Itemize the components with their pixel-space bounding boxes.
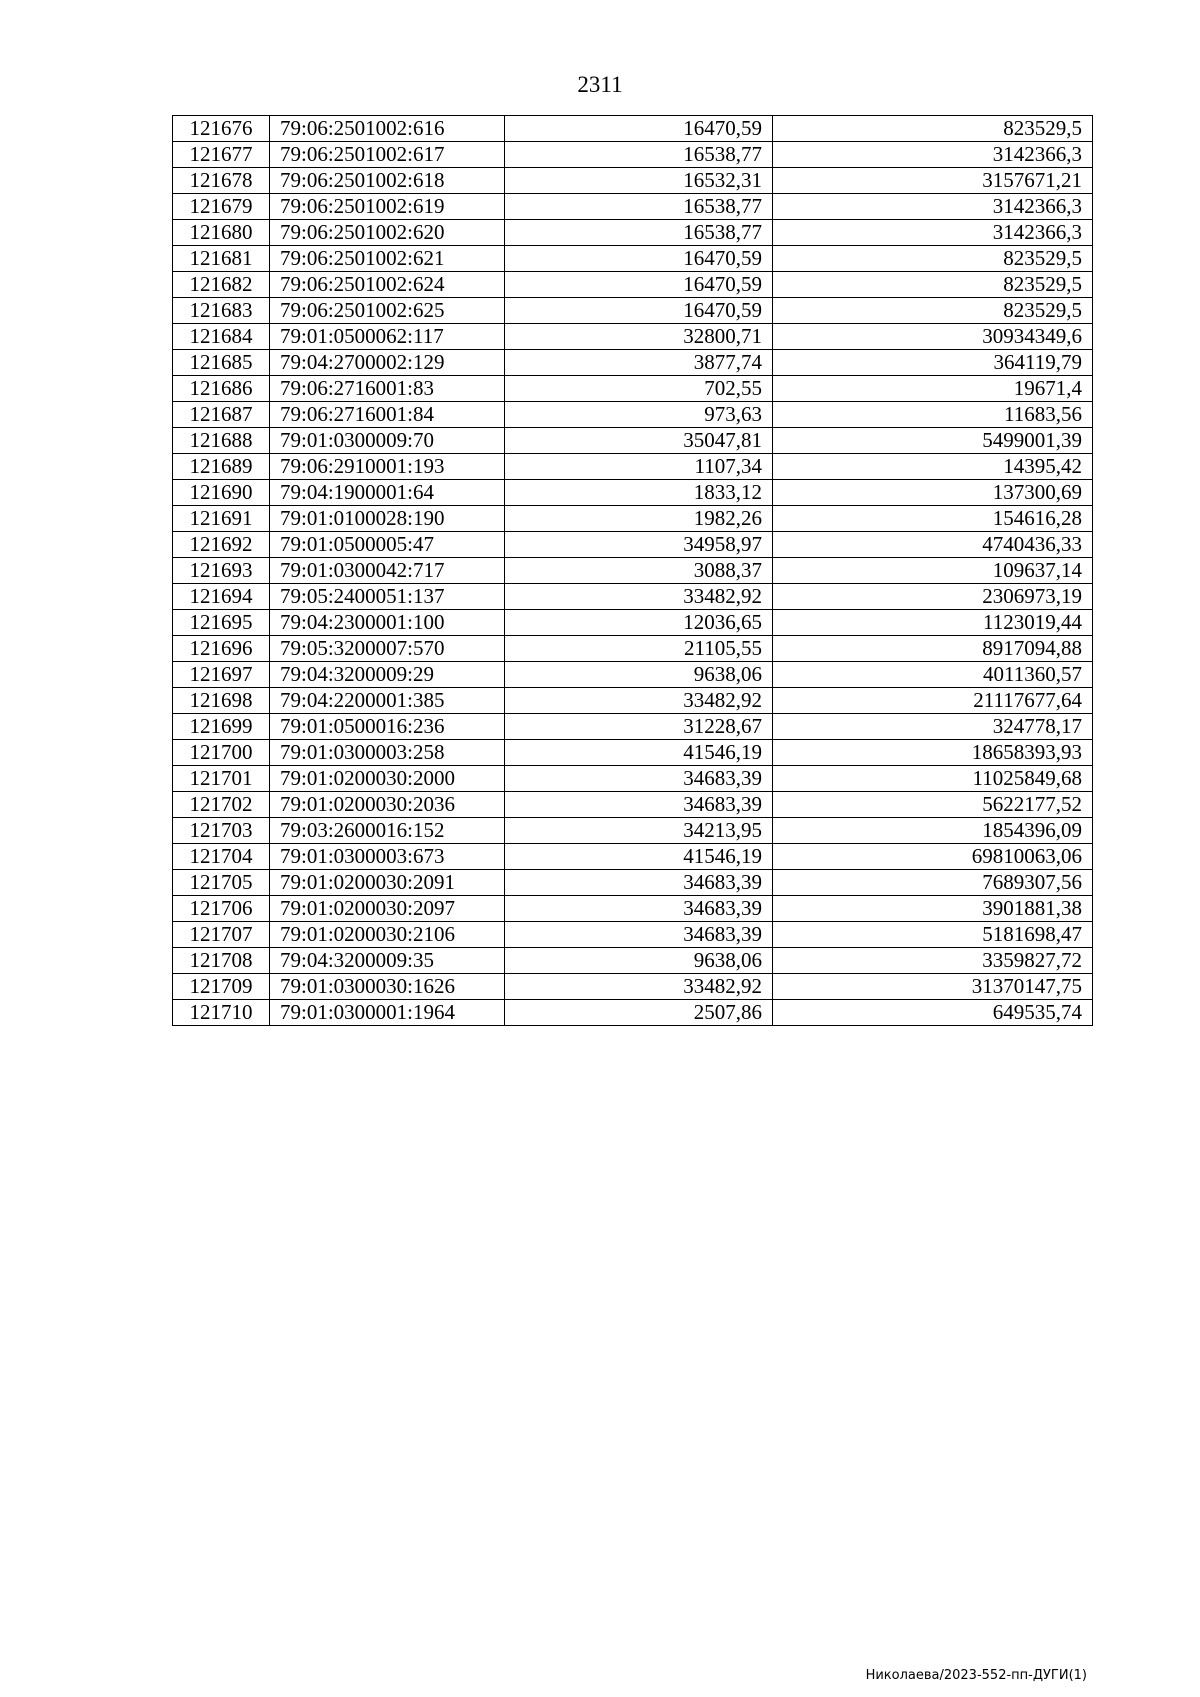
- row-number-cell: 121703: [173, 818, 270, 844]
- specific-value-cell: 33482,92: [505, 584, 773, 610]
- cadastral-number-cell: 79:06:2501002:624: [270, 272, 505, 298]
- cadastral-number-cell: 79:06:2501002:621: [270, 246, 505, 272]
- specific-value-cell: 973,63: [505, 402, 773, 428]
- row-number-cell: 121705: [173, 870, 270, 896]
- specific-value-cell: 16470,59: [505, 116, 773, 142]
- row-number-cell: 121698: [173, 688, 270, 714]
- table-row: [173, 532, 1093, 558]
- table-row: [173, 740, 1093, 766]
- specific-value-cell: 34683,39: [505, 792, 773, 818]
- table-row: [173, 428, 1093, 454]
- cadastral-number-cell: 79:06:2716001:84: [270, 402, 505, 428]
- row-number-cell: 121676: [173, 116, 270, 142]
- cadastral-value-cell: 324778,17: [773, 714, 1093, 740]
- row-number-cell: 121678: [173, 168, 270, 194]
- specific-value-cell: 16470,59: [505, 246, 773, 272]
- row-number-cell: 121679: [173, 194, 270, 220]
- specific-value-cell: 16538,77: [505, 220, 773, 246]
- cadastral-value-cell: 649535,74: [773, 1000, 1093, 1026]
- cadastral-value-cell: 3359827,72: [773, 948, 1093, 974]
- row-number-cell: 121688: [173, 428, 270, 454]
- cadastral-value-cell: 4011360,57: [773, 662, 1093, 688]
- specific-value-cell: 34683,39: [505, 870, 773, 896]
- row-number-cell: 121693: [173, 558, 270, 584]
- cadastral-value-cell: 3142366,3: [773, 194, 1093, 220]
- row-number-cell: 121686: [173, 376, 270, 402]
- specific-value-cell: 21105,55: [505, 636, 773, 662]
- specific-value-cell: 34213,95: [505, 818, 773, 844]
- table-row: [173, 870, 1093, 896]
- table-row: [173, 454, 1093, 480]
- cadastral-value-cell: 8917094,88: [773, 636, 1093, 662]
- specific-value-cell: 34683,39: [505, 766, 773, 792]
- row-number-cell: 121692: [173, 532, 270, 558]
- cadastral-value-cell: 154616,28: [773, 506, 1093, 532]
- cadastral-number-cell: 79:04:2300001:100: [270, 610, 505, 636]
- page-number: 2311: [577, 72, 623, 97]
- specific-value-cell: 41546,19: [505, 740, 773, 766]
- specific-value-cell: 3088,37: [505, 558, 773, 584]
- table-row: [173, 272, 1093, 298]
- cadastral-value-cell: 3157671,21: [773, 168, 1093, 194]
- specific-value-cell: 2507,86: [505, 1000, 773, 1026]
- specific-value-cell: 9638,06: [505, 948, 773, 974]
- cadastral-number-cell: 79:04:2200001:385: [270, 688, 505, 714]
- row-number-cell: 121699: [173, 714, 270, 740]
- row-number-cell: 121697: [173, 662, 270, 688]
- row-number-cell: 121684: [173, 324, 270, 350]
- table-row: [173, 324, 1093, 350]
- cadastral-value-cell: 2306973,19: [773, 584, 1093, 610]
- table-row: [173, 298, 1093, 324]
- row-number-cell: 121677: [173, 142, 270, 168]
- document-footer-code: Николаева/2023-552-пп-ДУГИ(1): [865, 1668, 1087, 1683]
- row-number-cell: 121694: [173, 584, 270, 610]
- cadastral-value-cell: 1854396,09: [773, 818, 1093, 844]
- cadastral-number-cell: 79:05:3200007:570: [270, 636, 505, 662]
- table-row: [173, 714, 1093, 740]
- table-row: [173, 584, 1093, 610]
- row-number-cell: 121707: [173, 922, 270, 948]
- row-number-cell: 121709: [173, 974, 270, 1000]
- table-row: [173, 142, 1093, 168]
- table-row: [173, 558, 1093, 584]
- cadastral-value-cell: 823529,5: [773, 272, 1093, 298]
- cadastral-number-cell: 79:04:3200009:35: [270, 948, 505, 974]
- cadastral-value-cell: 364119,79: [773, 350, 1093, 376]
- table-row: [173, 116, 1093, 142]
- cadastral-number-cell: 79:01:0500062:117: [270, 324, 505, 350]
- cadastral-number-cell: 79:01:0200030:2106: [270, 922, 505, 948]
- row-number-cell: 121710: [173, 1000, 270, 1026]
- cadastral-value-cell: 18658393,93: [773, 740, 1093, 766]
- cadastral-number-cell: 79:06:2501002:616: [270, 116, 505, 142]
- row-number-cell: 121687: [173, 402, 270, 428]
- cadastral-value-cell: 31370147,75: [773, 974, 1093, 1000]
- row-number-cell: 121704: [173, 844, 270, 870]
- row-number-cell: 121681: [173, 246, 270, 272]
- cadastral-number-cell: 79:06:2501002:619: [270, 194, 505, 220]
- cadastral-number-cell: 79:04:3200009:29: [270, 662, 505, 688]
- cadastral-value-cell: 4740436,33: [773, 532, 1093, 558]
- table-row: [173, 506, 1093, 532]
- cadastral-value-cell: 21117677,64: [773, 688, 1093, 714]
- cadastral-value-cell: 5499001,39: [773, 428, 1093, 454]
- specific-value-cell: 16470,59: [505, 272, 773, 298]
- specific-value-cell: 702,55: [505, 376, 773, 402]
- table-row: [173, 948, 1093, 974]
- specific-value-cell: 1833,12: [505, 480, 773, 506]
- cadastral-number-cell: 79:03:2600016:152: [270, 818, 505, 844]
- specific-value-cell: 12036,65: [505, 610, 773, 636]
- table-row: [173, 610, 1093, 636]
- cadastral-number-cell: 79:06:2501002:620: [270, 220, 505, 246]
- row-number-cell: 121701: [173, 766, 270, 792]
- cadastral-value-cell: 3142366,3: [773, 220, 1093, 246]
- cadastral-value-cell: 109637,14: [773, 558, 1093, 584]
- cadastral-value-table: [172, 115, 1093, 1026]
- cadastral-value-cell: 1123019,44: [773, 610, 1093, 636]
- table-row: [173, 922, 1093, 948]
- cadastral-value-cell: 3142366,3: [773, 142, 1093, 168]
- table-row: [173, 402, 1093, 428]
- cadastral-number-cell: 79:06:2501002:618: [270, 168, 505, 194]
- cadastral-number-cell: 79:01:0300003:673: [270, 844, 505, 870]
- cadastral-number-cell: 79:01:0200030:2000: [270, 766, 505, 792]
- cadastral-number-cell: 79:01:0200030:2036: [270, 792, 505, 818]
- specific-value-cell: 9638,06: [505, 662, 773, 688]
- specific-value-cell: 32800,71: [505, 324, 773, 350]
- specific-value-cell: 3877,74: [505, 350, 773, 376]
- specific-value-cell: 16470,59: [505, 298, 773, 324]
- cadastral-number-cell: 79:06:2716001:83: [270, 376, 505, 402]
- cadastral-value-cell: 823529,5: [773, 116, 1093, 142]
- row-number-cell: 121702: [173, 792, 270, 818]
- cadastral-number-cell: 79:01:0200030:2097: [270, 896, 505, 922]
- specific-value-cell: 34683,39: [505, 896, 773, 922]
- cadastral-value-cell: 137300,69: [773, 480, 1093, 506]
- table-row: [173, 688, 1093, 714]
- table-body: [173, 116, 1093, 1026]
- specific-value-cell: 33482,92: [505, 974, 773, 1000]
- table-row: [173, 194, 1093, 220]
- row-number-cell: 121695: [173, 610, 270, 636]
- cadastral-value-cell: 5622177,52: [773, 792, 1093, 818]
- cadastral-number-cell: 79:06:2910001:193: [270, 454, 505, 480]
- table-row: [173, 974, 1093, 1000]
- cadastral-number-cell: 79:01:0300003:258: [270, 740, 505, 766]
- cadastral-value-cell: 823529,5: [773, 246, 1093, 272]
- row-number-cell: 121696: [173, 636, 270, 662]
- table-row: [173, 636, 1093, 662]
- table-row: [173, 844, 1093, 870]
- cadastral-value-cell: 7689307,56: [773, 870, 1093, 896]
- cadastral-number-cell: 79:05:2400051:137: [270, 584, 505, 610]
- specific-value-cell: 1107,34: [505, 454, 773, 480]
- cadastral-number-cell: 79:01:0200030:2091: [270, 870, 505, 896]
- table-row: [173, 1000, 1093, 1026]
- row-number-cell: 121706: [173, 896, 270, 922]
- cadastral-number-cell: 79:01:0500016:236: [270, 714, 505, 740]
- specific-value-cell: 1982,26: [505, 506, 773, 532]
- table-row: [173, 818, 1093, 844]
- specific-value-cell: 31228,67: [505, 714, 773, 740]
- table-row: [173, 896, 1093, 922]
- table-row: [173, 662, 1093, 688]
- row-number-cell: 121700: [173, 740, 270, 766]
- cadastral-number-cell: 79:06:2501002:625: [270, 298, 505, 324]
- cadastral-value-cell: 14395,42: [773, 454, 1093, 480]
- cadastral-number-cell: 79:06:2501002:617: [270, 142, 505, 168]
- cadastral-value-cell: 30934349,6: [773, 324, 1093, 350]
- table-row: [173, 246, 1093, 272]
- cadastral-value-cell: 5181698,47: [773, 922, 1093, 948]
- specific-value-cell: 41546,19: [505, 844, 773, 870]
- specific-value-cell: 34958,97: [505, 532, 773, 558]
- specific-value-cell: 16532,31: [505, 168, 773, 194]
- row-number-cell: 121708: [173, 948, 270, 974]
- cadastral-number-cell: 79:01:0300009:70: [270, 428, 505, 454]
- row-number-cell: 121680: [173, 220, 270, 246]
- table-row: [173, 766, 1093, 792]
- table-row: [173, 220, 1093, 246]
- row-number-cell: 121689: [173, 454, 270, 480]
- cadastral-number-cell: 79:04:2700002:129: [270, 350, 505, 376]
- specific-value-cell: 35047,81: [505, 428, 773, 454]
- cadastral-number-cell: 79:01:0500005:47: [270, 532, 505, 558]
- cadastral-value-cell: 11683,56: [773, 402, 1093, 428]
- row-number-cell: 121690: [173, 480, 270, 506]
- cadastral-value-cell: 69810063,06: [773, 844, 1093, 870]
- specific-value-cell: 16538,77: [505, 142, 773, 168]
- specific-value-cell: 16538,77: [505, 194, 773, 220]
- cadastral-value-cell: 11025849,68: [773, 766, 1093, 792]
- cadastral-value-cell: 19671,4: [773, 376, 1093, 402]
- cadastral-number-cell: 79:01:0300030:1626: [270, 974, 505, 1000]
- cadastral-number-cell: 79:04:1900001:64: [270, 480, 505, 506]
- table-row: [173, 792, 1093, 818]
- row-number-cell: 121691: [173, 506, 270, 532]
- cadastral-number-cell: 79:01:0300042:717: [270, 558, 505, 584]
- cadastral-number-cell: 79:01:0300001:1964: [270, 1000, 505, 1026]
- table-row: [173, 350, 1093, 376]
- row-number-cell: 121685: [173, 350, 270, 376]
- row-number-cell: 121682: [173, 272, 270, 298]
- table-row: [173, 168, 1093, 194]
- table-row: [173, 480, 1093, 506]
- table-row: [173, 376, 1093, 402]
- specific-value-cell: 34683,39: [505, 922, 773, 948]
- row-number-cell: 121683: [173, 298, 270, 324]
- cadastral-value-cell: 3901881,38: [773, 896, 1093, 922]
- cadastral-value-cell: 823529,5: [773, 298, 1093, 324]
- specific-value-cell: 33482,92: [505, 688, 773, 714]
- cadastral-number-cell: 79:01:0100028:190: [270, 506, 505, 532]
